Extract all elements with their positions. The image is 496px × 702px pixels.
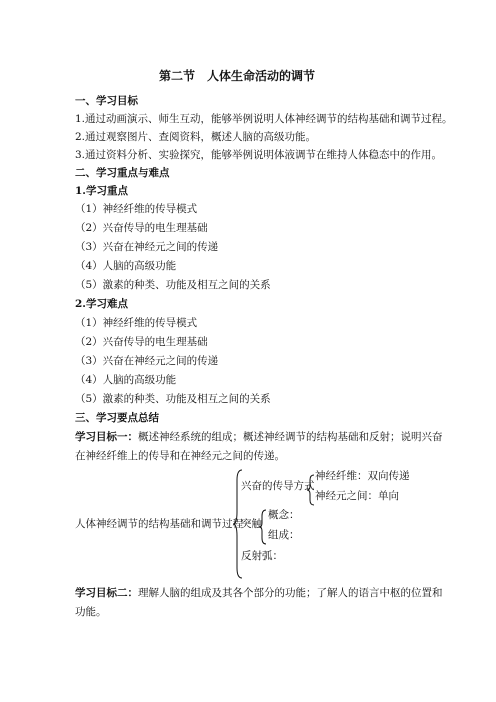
goal-2-line-2: 功能。 bbox=[75, 606, 107, 618]
branch-synapse: 突触 bbox=[241, 518, 262, 530]
branch-reflex-arc: 反射弧： bbox=[241, 550, 283, 562]
key-point-5: （5）激素的种类、功能及相互之间的关系 bbox=[75, 279, 271, 291]
page-title: 第二节 人体生命活动的调节 bbox=[159, 69, 316, 83]
branch-transmission-neuron: 神经元之间：单向 bbox=[315, 490, 399, 502]
difficulty-5: （5）激素的种类、功能及相互之间的关系 bbox=[75, 393, 271, 405]
key-point-1: （1）神经纤维的传导模式 bbox=[75, 203, 198, 215]
branch-transmission-fiber: 神经纤维：双向传递 bbox=[315, 470, 410, 482]
section-2-heading: 二、学习重点与难点 bbox=[75, 167, 170, 179]
goal-1-text: 概述神经系统的组成；概述神经调节的结构基础和反射；说明兴奋 bbox=[138, 431, 443, 443]
section-1-heading: 一、学习目标 bbox=[75, 95, 138, 107]
goal-item-3: 3.通过资料分析、实验探究，能够举例说明体液调节在维持人体稳态中的作用。 bbox=[75, 149, 443, 161]
goal-item-2: 2.通过观察图片、查阅资料，概述人脑的高级功能。 bbox=[75, 131, 317, 143]
goal-2-text: 理解人脑的组成及其各个部分的功能；了解人的语言中枢的位置和 bbox=[138, 587, 443, 599]
goal-1-label: 学习目标一： bbox=[75, 431, 138, 443]
difficulty-4: （4）人脑的高级功能 bbox=[75, 374, 177, 386]
key-points-heading: 1.学习重点 bbox=[75, 185, 128, 197]
key-point-4: （4）人脑的高级功能 bbox=[75, 260, 177, 272]
branch-synapse-concept: 概念： bbox=[268, 509, 300, 521]
difficulty-3: （3）兴奋在神经元之间的传递 bbox=[75, 355, 219, 367]
goal-2-label: 学习目标二： bbox=[75, 587, 138, 599]
goal-1-line-2: 在神经纤维上的传导和在神经元之间的传递。 bbox=[75, 450, 285, 462]
key-point-3: （3）兴奋在神经元之间的传递 bbox=[75, 241, 219, 253]
diagram-root: 人体神经调节的结构基础和调节过程 bbox=[75, 518, 243, 530]
goal-2-line-1 bbox=[75, 587, 443, 601]
goal-item-1: 1.通过动画演示、师生互动，能够举例说明人体神经调节的结构基础和调节过程。 bbox=[75, 113, 453, 125]
branch-transmission: 兴奋的传导方式 bbox=[241, 480, 315, 492]
goal-1-line-1 bbox=[75, 431, 443, 445]
synapse-brace bbox=[258, 509, 268, 545]
difficulties-heading: 2.学习难点 bbox=[75, 298, 128, 310]
branch-synapse-components: 组成： bbox=[268, 529, 300, 541]
section-3-heading: 三、学习要点总结 bbox=[75, 412, 159, 424]
key-point-2: （2）兴奋传导的电生理基础 bbox=[75, 222, 208, 234]
difficulty-2: （2）兴奋传导的电生理基础 bbox=[75, 336, 208, 348]
difficulty-1: （1）神经纤维的传导模式 bbox=[75, 317, 198, 329]
